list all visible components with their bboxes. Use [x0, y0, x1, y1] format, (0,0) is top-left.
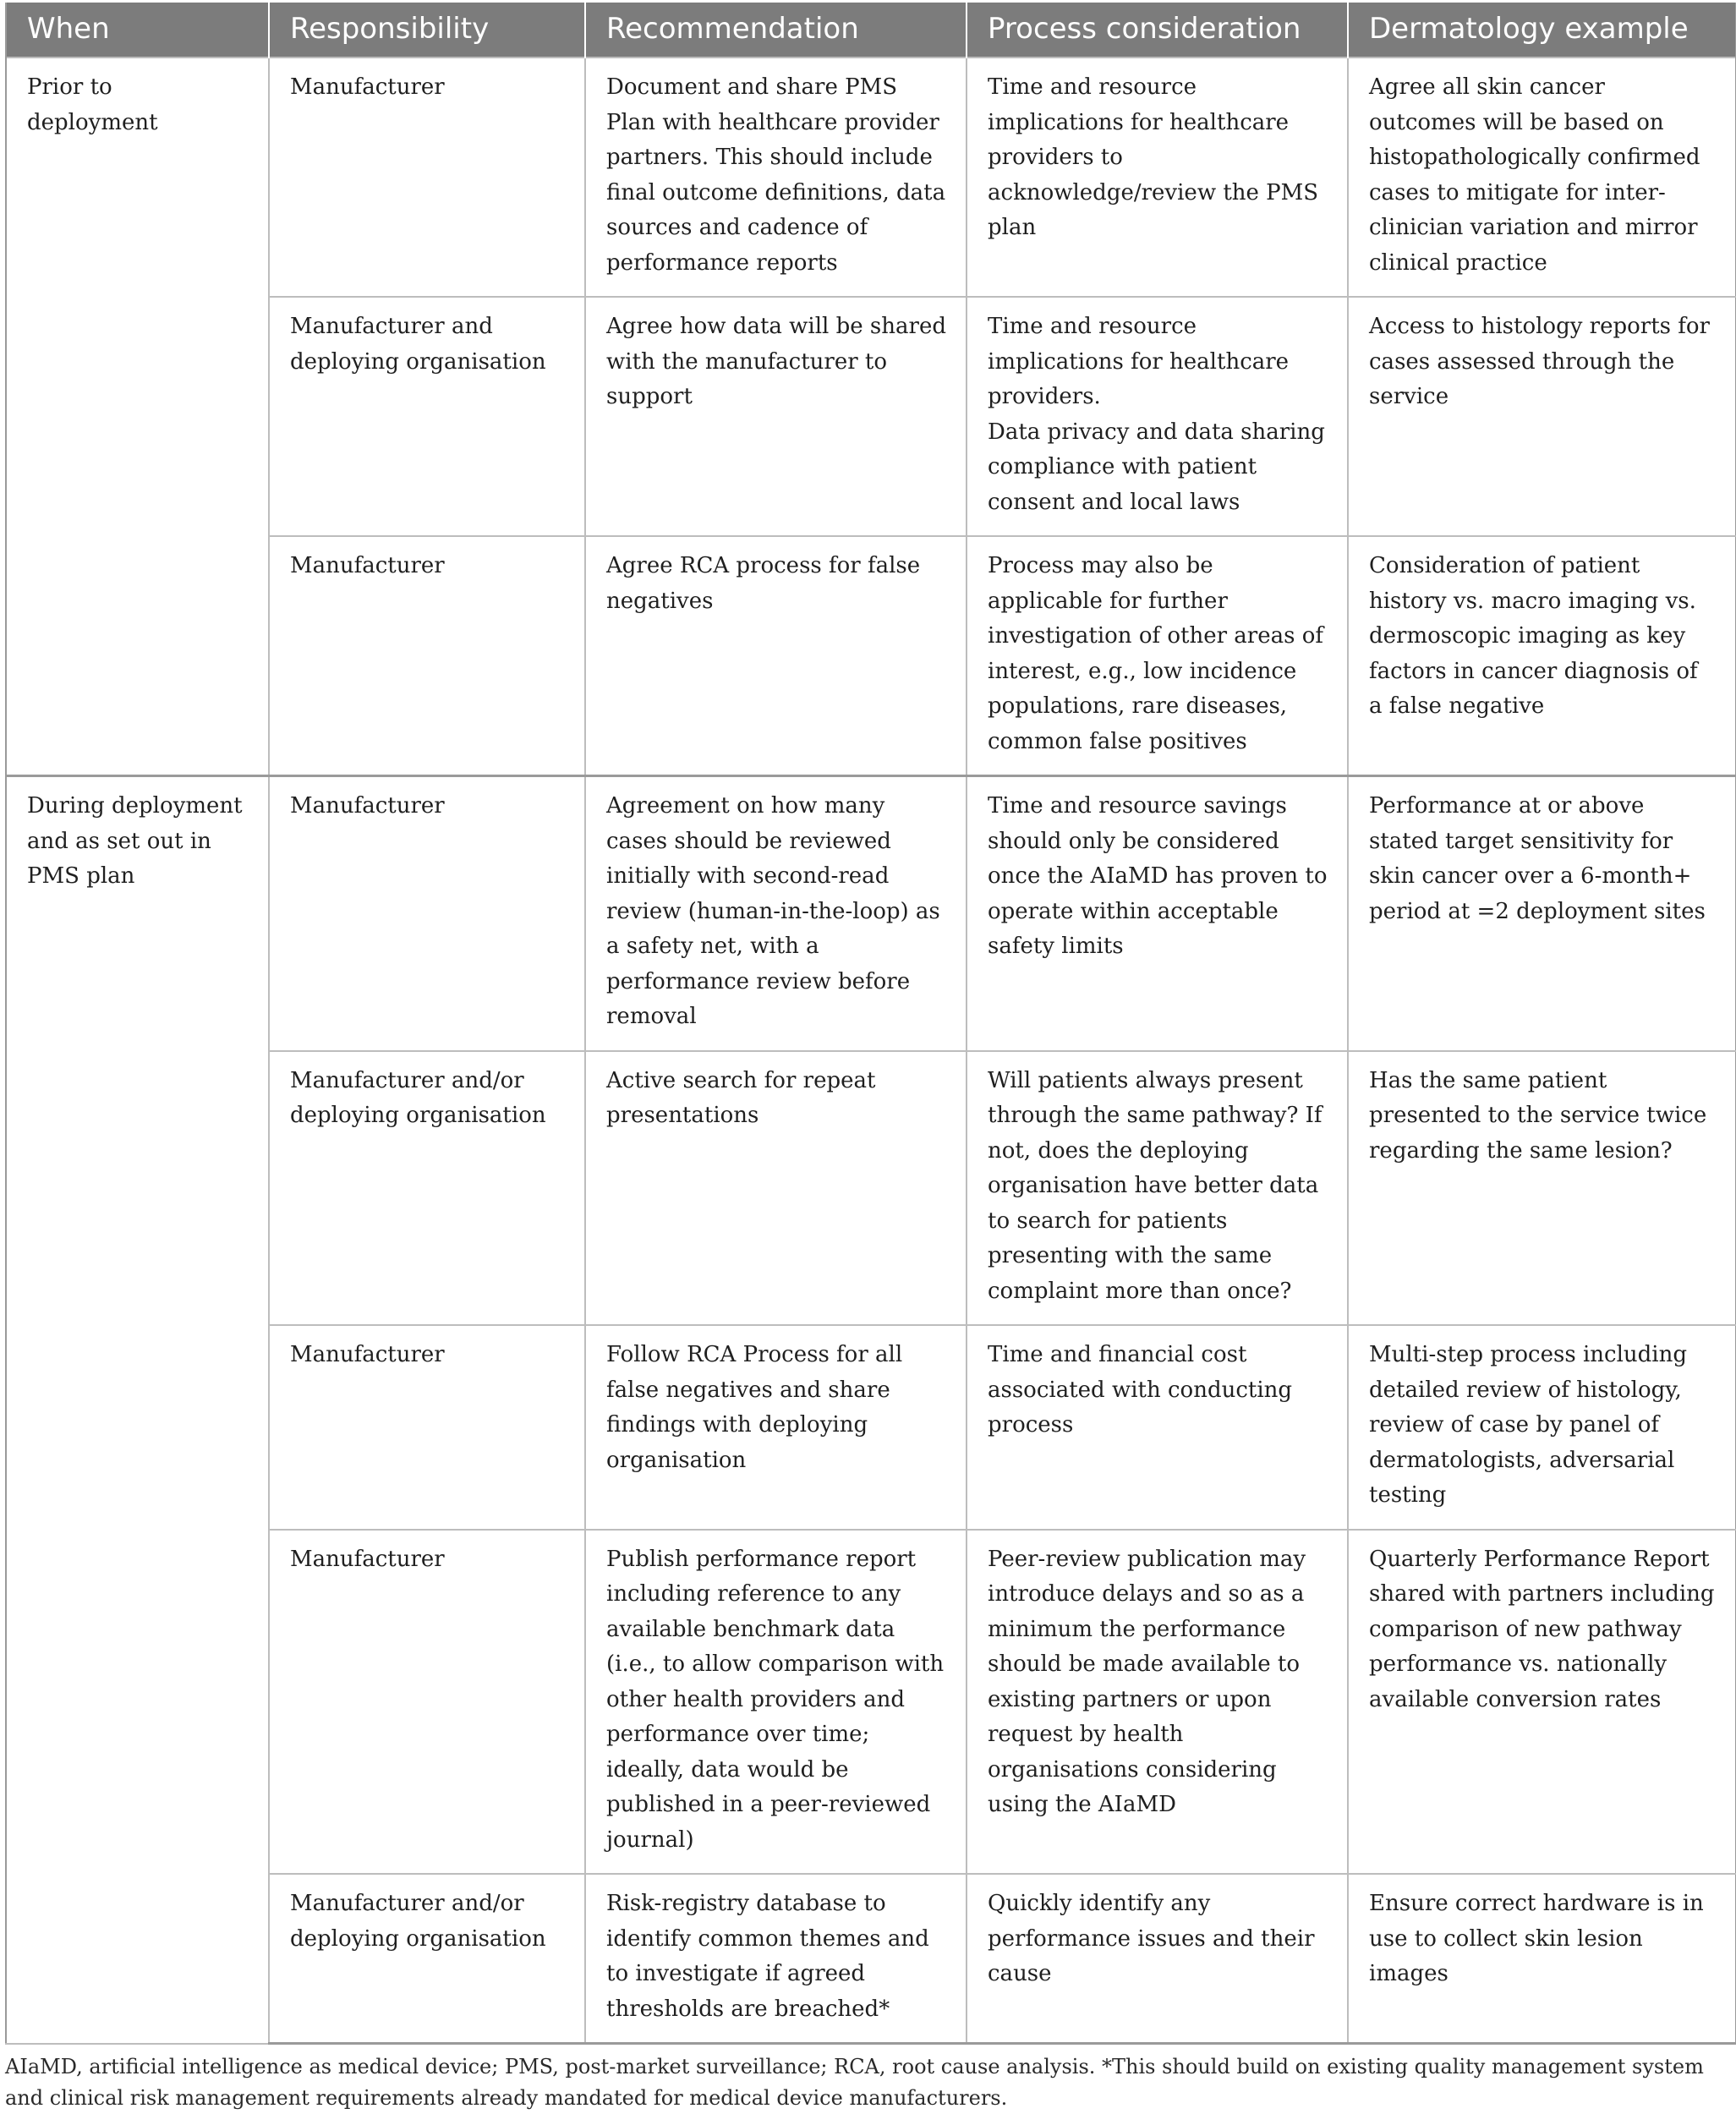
- header-process-consideration: Process consideration: [967, 3, 1348, 58]
- table-row: [6, 58, 1736, 297]
- example-cell: Quarterly Performance Report shared with partners including comparison of new pathway performance vs. nationally available conversion rates: [1348, 1530, 1736, 1875]
- responsibility-cell: Manufacturer and/or deploying organisation: [269, 1051, 585, 1326]
- pms-table: [5, 3, 1736, 2045]
- responsibility-cell: Manufacturer: [269, 58, 585, 297]
- table-footnote: AIaMD, artificial intelligence as medical device; PMS, post-market surveillance; RCA, root cause analysis. *This should build on existing quality management system and clinical risk management requirements already mandated for medical device manufacturers.: [5, 2055, 1704, 2110]
- recommendation-cell: Active search for repeat presentations: [585, 1051, 967, 1326]
- recommendation-cell: Agree how data will be shared with the manufacturer to support: [585, 297, 967, 536]
- recommendation-cell: Risk-registry database to identify common themes and to investigate if agreed thresholds are breached*: [585, 1874, 967, 2044]
- process-cell: Process may also be applicable for further investigation of other areas of interest, e.g., low incidence populations, rare diseases, common false positives: [967, 536, 1348, 776]
- example-cell: Ensure correct hardware is in use to collect skin lesion images: [1348, 1874, 1736, 2044]
- example-cell: Multi-step process including detailed review of histology, review of case by panel of dermatologists, adversarial testing: [1348, 1325, 1736, 1530]
- process-cell: Time and resource savings should only be considered once the AIaMD has proven to operate within acceptable safety limits: [967, 776, 1348, 1051]
- responsibility-cell: Manufacturer and/or deploying organisation: [269, 1874, 585, 2044]
- process-cell: [967, 297, 1348, 536]
- responsibility-cell: Manufacturer: [269, 1530, 585, 1875]
- header-when: When: [6, 3, 269, 58]
- recommendation-cell: Document and share PMS Plan with healthcare provider partners. This should include final outcome definitions, data sources and cadence of performance reports: [585, 58, 967, 297]
- recommendation-cell: Agreement on how many cases should be reviewed initially with second-read review (human-in-the-loop) as a safety net, with a performance review before removal: [585, 776, 967, 1051]
- header-recommendation: Recommendation: [585, 3, 967, 58]
- responsibility-cell: Manufacturer and deploying organisation: [269, 297, 585, 536]
- responsibility-cell: Manufacturer: [269, 536, 585, 776]
- process-line: Data privacy and data sharing compliance with patient consent and local laws: [988, 419, 1325, 515]
- example-cell: Agree all skin cancer outcomes will be based on histopathologically confirmed cases to mitigate for inter-clinician variation and mirror clinical practice: [1348, 58, 1736, 297]
- example-cell: Performance at or above stated target sensitivity for skin cancer over a 6-month+ period at =2 deployment sites: [1348, 776, 1736, 1051]
- process-line: Time and resource implications for healthcare providers.: [988, 314, 1290, 409]
- table-row: [6, 776, 1736, 1051]
- responsibility-cell: Manufacturer: [269, 1325, 585, 1530]
- header-dermatology-example: Dermatology example: [1348, 3, 1736, 58]
- example-cell: Access to histology reports for cases assessed through the service: [1348, 297, 1736, 536]
- example-cell: Has the same patient presented to the service twice regarding the same lesion?: [1348, 1051, 1736, 1326]
- when-cell: Prior to deployment: [6, 58, 269, 776]
- recommendation-cell: Follow RCA Process for all false negatives and share findings with deploying organisation: [585, 1325, 967, 1530]
- process-cell: Quickly identify any performance issues and their cause: [967, 1874, 1348, 2044]
- process-cell: Will patients always present through the same pathway? If not, does the deploying organisation have better data to search for patients presenting with the same complaint more than once?: [967, 1051, 1348, 1326]
- process-cell: Time and resource implications for healthcare providers to acknowledge/review the PMS plan: [967, 58, 1348, 297]
- process-cell: Time and financial cost associated with conducting process: [967, 1325, 1348, 1530]
- responsibility-cell: Manufacturer: [269, 776, 585, 1051]
- table-container: [5, 3, 1735, 2114]
- header-responsibility: Responsibility: [269, 3, 585, 58]
- recommendation-cell: Publish performance report including reference to any available benchmark data (i.e., to allow comparison with other health providers and performance over time; ideally, data would be published in a peer-reviewed journal): [585, 1530, 967, 1875]
- process-cell: Peer-review publication may introduce delays and so as a minimum the performance should be made available to existing partners or upon request by health organisations considering using the AIaMD: [967, 1530, 1348, 1875]
- header-row: [6, 3, 1736, 58]
- recommendation-cell: Agree RCA process for false negatives: [585, 536, 967, 776]
- example-cell: Consideration of patient history vs. macro imaging vs. dermoscopic imaging as key factors in cancer diagnosis of a false negative: [1348, 536, 1736, 776]
- when-cell: During deployment and as set out in PMS plan: [6, 776, 269, 2044]
